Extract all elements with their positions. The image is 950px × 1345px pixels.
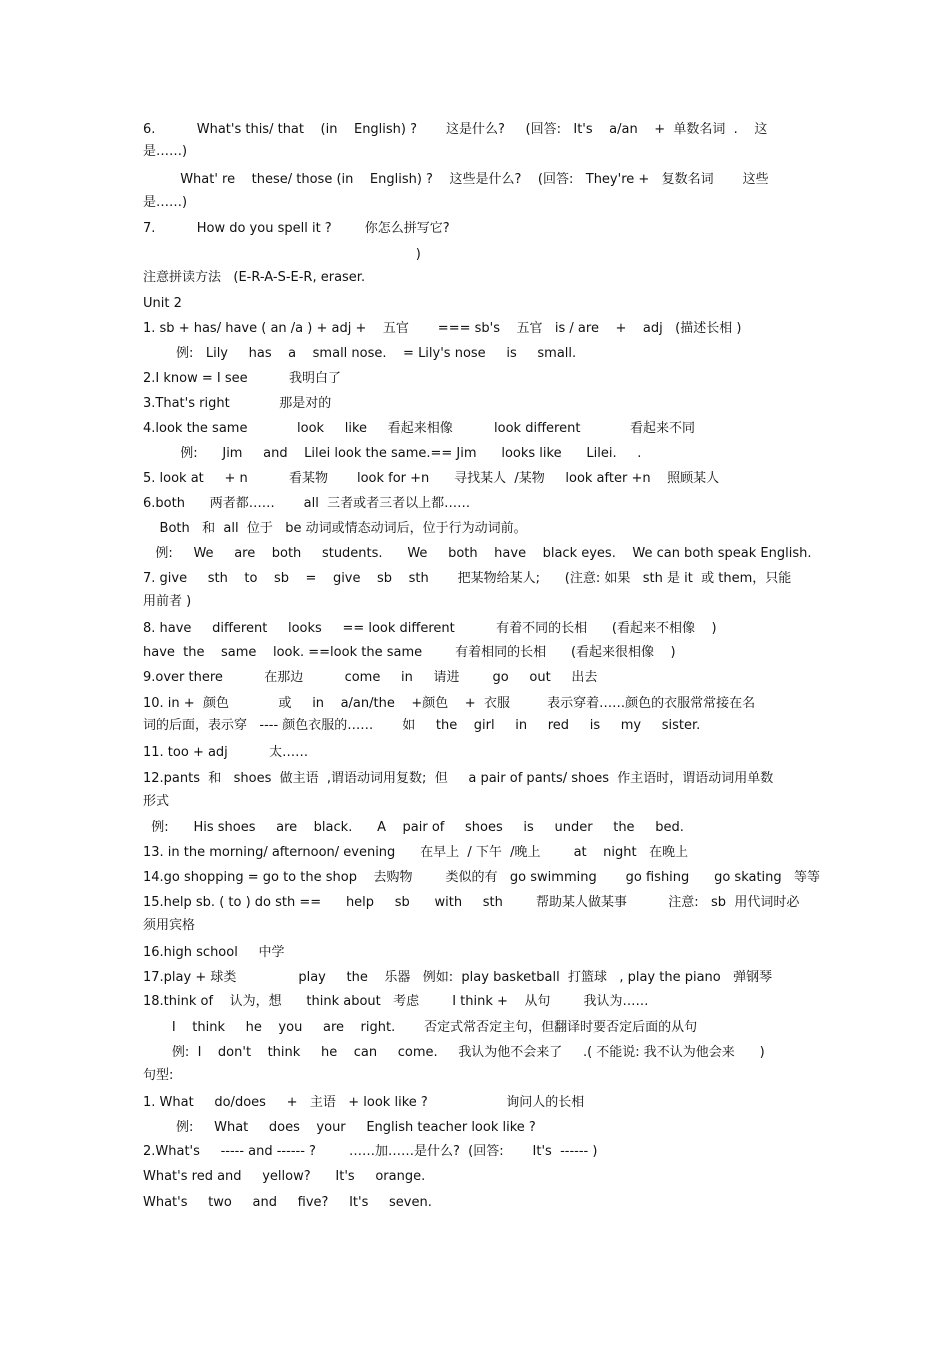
section-heading: 句型:: [143, 1068, 174, 1083]
text-line: 形式: [143, 794, 170, 809]
text-line: 1. sb + has/ have ( an /a ) + adj + 五官 === sb's 五官 is / are + adj (描述长相 ): [143, 321, 742, 336]
text-line: 2.I know = I see 我明白了: [143, 371, 341, 386]
text-line: 6.both 两者都…… all 三者或者三者以上都……: [143, 496, 471, 511]
text-line: 15.help sb. ( to ) do sth == help sb with sth 帮助某人做某事 注意: sb 用代词时必: [143, 895, 800, 910]
text-line: 2.What's ----- and ------ ? ……加……是什么? (回答: It's ------ ): [143, 1144, 598, 1159]
text-line: 例: His shoes are black. A pair of shoes is under the bed.: [143, 820, 684, 835]
text-line: ): [143, 247, 421, 262]
text-line: 17.play + 球类 play the 乐器 例如: play basketball 打篮球 , play the piano 弹钢琴: [143, 970, 773, 985]
text-line: 例: What does your English teacher look like ?: [143, 1120, 536, 1135]
text-line: 13. in the morning/ afternoon/ evening 在早上 / 下午 /晚上 at night 在晚上: [143, 845, 689, 860]
text-line: 6. What's this/ that (in English) ? 这是什么? (回答: It's a/an + 单数名词 . 这: [143, 122, 768, 137]
text-line: What's two and five? It's seven.: [143, 1195, 432, 1210]
text-line: 例: Lily has a small nose. = Lily's nose is small.: [143, 346, 577, 361]
text-line: 10. in + 颜色 或 in a/an/the +颜色 + 衣服 表示穿着……颜色的衣服常常接在名: [143, 696, 756, 711]
text-line: 须用宾格: [143, 918, 196, 933]
text-line: 例: I don't think he can come. 我认为他不会来了 .( 不能说: 我不认为他会来 ): [143, 1045, 765, 1060]
text-line: 注意拼读方法 (E-R-A-S-E-R, eraser.: [143, 270, 366, 285]
text-line: 7. give sth to sb = give sb sth 把某物给某人; (注意: 如果 sth 是 it 或 them，只能: [143, 571, 792, 586]
text-line: 11. too + adj 太……: [143, 745, 309, 760]
text-line: Both 和 all 位于 be 动词或情态动词后，位于行为动词前。: [143, 521, 527, 536]
section-heading: Unit 2: [143, 296, 182, 311]
text-line: 是……): [143, 144, 188, 159]
text-line: What's red and yellow? It's orange.: [143, 1169, 426, 1184]
text-line: 是……): [143, 195, 188, 210]
text-line: 5. look at + n 看某物 look for +n 寻找某人 /某物 look after +n 照顾某人: [143, 471, 720, 486]
text-line: What' re these/ those (in English) ? 这些是什么? (回答: They're + 复数名词 这些: [143, 172, 769, 187]
text-line: 18.think of 认为，想 think about 考虑 I think + 从句 我认为……: [143, 994, 649, 1009]
text-line: 例: We are both students. We both have black eyes. We can both speak English.: [143, 546, 812, 561]
text-line: 1. What do/does + 主语 + look like ? 询问人的长相: [143, 1095, 585, 1110]
text-line: 12.pants 和 shoes 做主语 ,谓语动词用复数; 但 a pair of pants/ shoes 作主语时，谓语动词用单数: [143, 771, 774, 786]
text-line: 7. How do you spell it ? 你怎么拼写它?: [143, 221, 450, 236]
text-line: 词的后面，表示穿 ---- 颜色衣服的…… 如 the girl in red is my sister.: [143, 718, 701, 733]
text-line: have the same look. ==look the same 有着相同的长相 (看起来很相像 ): [143, 645, 676, 660]
text-line: I think he you are right. 否定式常否定主句，但翻译时要否定后面的从句: [143, 1020, 698, 1035]
text-line: 14.go shopping = go to the shop 去购物 类似的有 go swimming go fishing go skating 等等: [143, 870, 821, 885]
text-line: 用前者 ): [143, 594, 192, 609]
text-line: 9.over there 在那边 come in 请进 go out 出去: [143, 670, 598, 685]
text-line: 例: Jim and Lilei look the same.== Jim looks like Lilei. .: [143, 446, 642, 461]
text-line: 8. have different looks == look different 有着不同的长相 (看起来不相像 ): [143, 621, 717, 636]
text-line: 16.high school 中学: [143, 945, 285, 960]
text-line: 4.look the same look like 看起来相像 look different 看起来不同: [143, 421, 695, 436]
text-line: 3.That's right 那是对的: [143, 396, 332, 411]
